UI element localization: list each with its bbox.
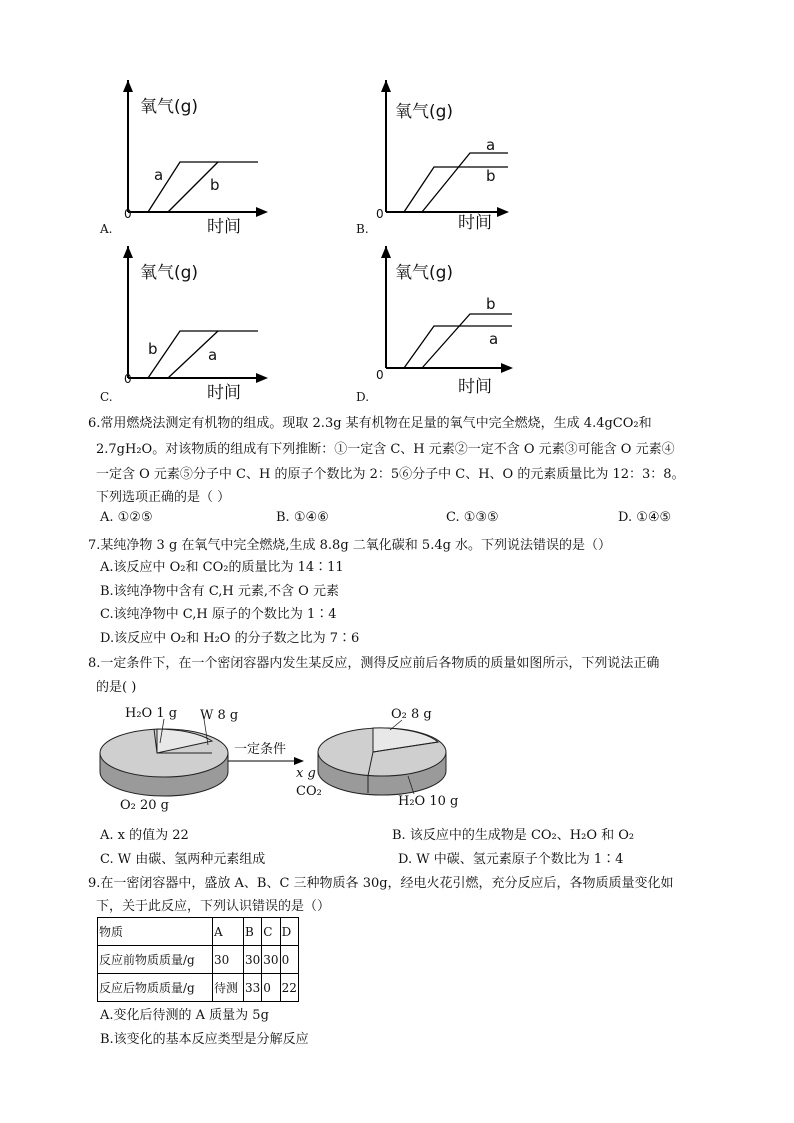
x-arrow	[501, 363, 513, 373]
q6-line1: 6.常用燃烧法测定有机物的组成。现取 2.3g 某有机物在足量的氧气中完全燃烧，生成 4.4gCO₂和	[88, 416, 652, 431]
y-arrow	[123, 246, 133, 258]
table-cell: D	[280, 918, 298, 946]
graph-b-origin: 0	[376, 207, 384, 221]
graph-b-label-upper: a	[486, 136, 496, 154]
q8-option-b: B. 该反应中的生成物是 CO₂、H₂O 和 O₂	[392, 828, 635, 843]
graph-c-origin: 0	[124, 372, 132, 386]
x-arrow	[256, 373, 268, 383]
pie-before-h2o-label: H₂O 1 g	[125, 706, 178, 721]
graph-c-label-lower: a	[208, 346, 218, 364]
q8-option-d: D. W 中碳、氢元素原子个数比为 1∶4	[398, 852, 624, 867]
graph-b-xlabel: 时间	[458, 213, 492, 233]
table-cell: 物质	[98, 918, 213, 946]
table-cell: 30	[262, 946, 280, 974]
table-cell: 待测	[213, 974, 244, 1002]
table-cell: A	[213, 918, 244, 946]
pie-after-co2-label: CO₂	[296, 784, 322, 799]
table-cell: 反应后物质质量/g	[98, 974, 213, 1002]
q8-line2: 的是( )	[96, 680, 137, 695]
graph-c-label-upper: b	[148, 340, 158, 358]
q6-option-a: A. ①②⑤	[100, 510, 153, 525]
pie-before-o2-label: O₂ 20 g	[120, 798, 169, 813]
graph-a-xlabel: 时间	[207, 217, 241, 237]
q6-option-b: B. ①④⑥	[276, 510, 329, 525]
q6-line4: 下列选项正确的是（ ）	[96, 490, 231, 505]
q7-option-d: D.该反应中 O₂和 H₂O 的分子数之比为 7∶6	[100, 631, 360, 646]
table-cell: 反应前物质质量/g	[98, 946, 213, 974]
graph-b-letter: B.	[356, 222, 369, 236]
graphs-area	[0, 0, 794, 404]
q9-option-b: B.该变化的基本反应类型是分解反应	[100, 1032, 309, 1047]
line-b	[148, 331, 258, 378]
graph-c-xlabel: 时间	[207, 383, 241, 403]
graph-d-letter: D.	[356, 390, 370, 404]
line-a	[148, 162, 258, 212]
table-row	[98, 946, 299, 974]
reaction-arrow	[228, 756, 308, 766]
graph-b-label-lower: b	[486, 167, 496, 185]
table-cell: 30	[244, 946, 262, 974]
graph-d-origin: 0	[376, 368, 384, 382]
graph-a-label-upper: a	[154, 166, 164, 184]
q9-option-a: A.变化后待测的 A 质量为 5g	[100, 1008, 269, 1023]
x-arrow	[256, 207, 268, 217]
graph-a-ylabel: 氧气(g)	[140, 97, 199, 117]
q7-stem: 7.某纯净物 3 g 在氧气中完全燃烧,生成 8.8g 二氧化碳和 5.4g 水。下列说法错误的是（）	[88, 538, 612, 553]
q8-option-c: C. W 由碳、氢两种元素组成	[100, 852, 266, 867]
pie-after-x-label: x g	[296, 766, 316, 781]
q7-option-a: A.该反应中 O₂和 CO₂的质量比为 14∶11	[100, 560, 344, 575]
pie-before-w-label: W 8 g	[200, 708, 239, 723]
pie-after	[318, 714, 446, 796]
q7-option-b: B.该纯净物中含有 C,H 元素,不含 O 元素	[100, 584, 339, 599]
graph-b-ylabel: 氧气(g)	[395, 102, 454, 122]
q6-option-c: C. ①③⑤	[446, 510, 499, 525]
y-arrow	[381, 80, 391, 92]
table-cell: C	[262, 918, 280, 946]
table-row	[98, 918, 299, 946]
table-cell: 33	[244, 974, 262, 1002]
table-cell: B	[244, 918, 262, 946]
table-cell: 0	[280, 946, 298, 974]
line-b	[422, 314, 512, 368]
q8-option-a: A. x 的值为 22	[100, 828, 189, 843]
reaction-condition: 一定条件	[234, 742, 287, 757]
graph-c-letter: C.	[100, 390, 113, 404]
q6-line3: 一定含 O 元素⑤分子中 C、H 的原子个数比为 2：5⑥分子中 C、H、O 的元素质量比为 12：3：8。	[96, 467, 685, 482]
graph-d-xlabel: 时间	[458, 377, 492, 397]
table-cell: 0	[262, 974, 280, 1002]
q7-option-c: C.该纯净物中 C,H 原子的个数比为 1∶4	[100, 607, 337, 622]
y-arrow	[381, 246, 391, 258]
graph-a-label-lower: b	[210, 176, 220, 194]
graph-d-label-lower: a	[489, 330, 499, 348]
q8-line1: 8.一定条件下，在一个密闭容器内发生某反应，测得反应前后各物质的质量如图所示，下列说法正确	[88, 656, 660, 671]
y-arrow	[123, 80, 133, 92]
pie-after-h2o-label: H₂O 10 g	[398, 794, 459, 809]
q6-line2: 2.7gH₂O。对该物质的组成有下列推断：①一定含 C、H 元素②一定不含 O 元素③可能含 O 元素④	[96, 442, 675, 457]
graph-d-label-upper: b	[486, 295, 496, 313]
x-arrow	[497, 207, 509, 217]
q6-option-d: D. ①④⑤	[618, 510, 672, 525]
graph-a-letter: A.	[100, 222, 113, 236]
graph-a-origin: 0	[124, 207, 132, 221]
q9-line1: 9.在一密闭容器中，盛放 A、B、C 三种物质各 30g，经电火花引燃，充分反应后，各物质质量变化如	[88, 876, 674, 891]
pie-after-o2-label: O₂ 8 g	[391, 707, 432, 722]
pie-before	[100, 715, 228, 797]
table-row	[98, 974, 299, 1002]
graph-d-ylabel: 氧气(g)	[395, 263, 454, 283]
q9-table	[97, 917, 299, 1002]
graph-c-ylabel: 氧气(g)	[140, 263, 199, 283]
q9-line2: 下，关于此反应，下列认识错误的是（）	[96, 899, 331, 914]
table-cell: 30	[213, 946, 244, 974]
table-cell: 22	[280, 974, 298, 1002]
